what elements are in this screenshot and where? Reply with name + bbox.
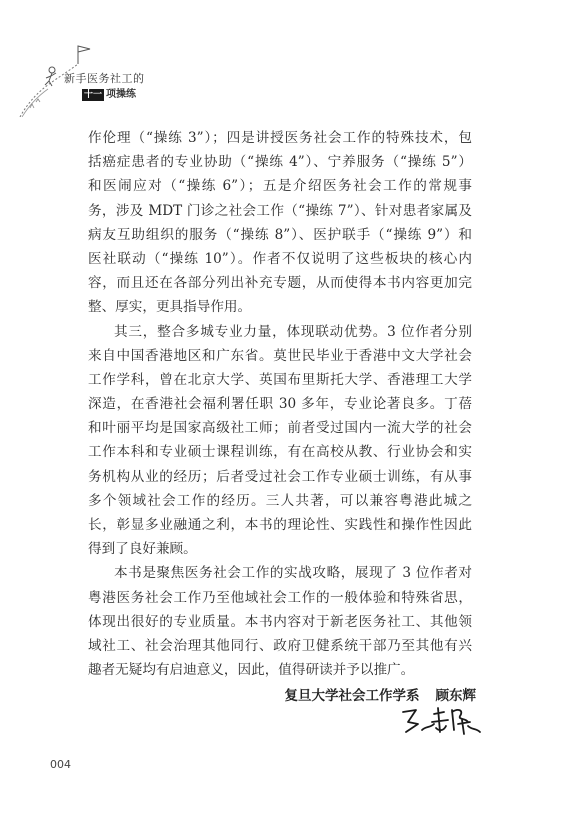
author-name: 顾东辉 (435, 688, 476, 704)
text-line: 整、厚实，更具指导作用。 (88, 299, 252, 316)
text-line: 域社工、社会治理其他同行、政府卫健系统干部乃至其他有兴 (88, 637, 472, 654)
text-line: 务，涉及 MDT 门诊之社会工作（“操练 7”）、针对患者家属及 (88, 202, 472, 219)
header-subtitle-text: 项操练 (106, 89, 137, 100)
page-number: 004 (50, 758, 71, 771)
text-line: 医社联动（“操练 10”）。作者不仅说明了这些板块的核心内 (88, 250, 472, 267)
text-line: 深造，在香港社会福利署任职 30 多年，专业论著良多。丁蓓 (88, 396, 472, 413)
handwritten-signature (400, 702, 482, 738)
text-line: 病友互助组织的服务（“操练 8”）、医护联手（“操练 9”）和 (88, 226, 472, 243)
text-line: 多个领域社会工作的经历。三人共著，可以兼容粤港此城之 (88, 492, 472, 509)
text-line: 体现出很好的专业质量。本书内容对于新老医务社工、其他领 (88, 613, 472, 630)
text-line: 和医闹应对（“操练 6”）；五是介绍医务社会工作的常规事 (88, 178, 472, 195)
text-line: 和叶丽平均是国家高级社工师；前者受过国内一流大学的社会 (88, 420, 472, 437)
text-line: 容，而且还在各部分列出补充专题，从而使得本书内容更加完 (88, 275, 472, 292)
body-text (88, 126, 472, 682)
text-line: 作伦理（“操练 3”）；四是讲授医务社会工作的特殊技术，包 (88, 130, 472, 146)
text-line: 工作学科，曾在北京大学、英国布里斯托大学、香港理工大学 (88, 371, 472, 388)
text-line: 趣者无疑均有启迪意义，因此，值得研读并予以推广。 (88, 662, 415, 679)
running-header-subtitle (82, 85, 136, 101)
text-line: 来自中国香港地区和广东省。莫世民毕业于香港中文大学社会 (88, 347, 472, 364)
text-line: 括癌症患者的专业协助（“操练 4”）、宁养服务（“操练 5”） (88, 154, 472, 171)
text-line: 工作本科和专业硕士课程训练，有在高校从教、行业协会和实 (88, 444, 472, 461)
header-number-badge: 十一 (84, 90, 103, 100)
text-line: 长，彰显多业融通之利，本书的理论性、实践性和操作性因此 (88, 517, 472, 533)
text-line: 本书是聚焦医务社会工作的实战攻略，展现了 3 位作者对 (114, 565, 472, 582)
text-line: 粤港医务社会工作乃至他域社会工作的一般体验和特殊省思， (88, 589, 472, 606)
author-signature (285, 684, 477, 704)
text-line: 务机构从业的经历；后者受过社会工作专业硕士训练，有从事 (88, 468, 472, 485)
text-line: 其三，整合多城专业力量，体现联动优势。3 位作者分别 (114, 323, 472, 340)
author-affiliation: 复旦大学社会工作学系 (284, 688, 420, 704)
text-line: 得到了良好兼顾。 (88, 541, 197, 558)
running-header-title: 新手医务社工的 (64, 72, 145, 85)
